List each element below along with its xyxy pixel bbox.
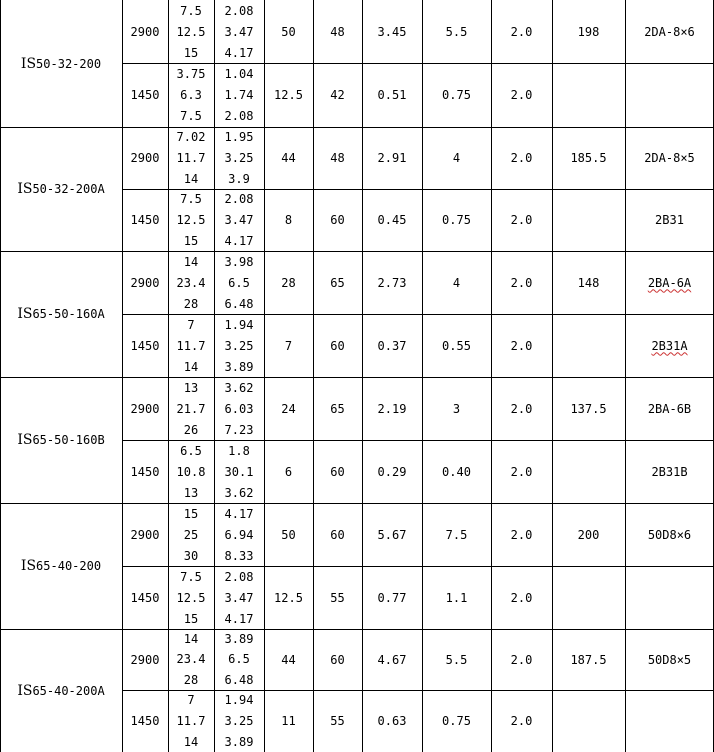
speed-cell-text: 1450 (130, 590, 160, 605)
flow-cell (168, 503, 214, 566)
flow-cell (168, 690, 214, 752)
efficiency-cell (313, 251, 362, 314)
efficiency-cell-text: 48 (330, 151, 345, 165)
shaft-power-cell-text: 0.51 (377, 88, 407, 102)
weight-cell-text: 148 (577, 275, 600, 290)
model-prefix: IS (17, 181, 33, 197)
motor-power-cell (422, 0, 491, 63)
model-cell (0, 251, 122, 377)
head-cell (264, 629, 313, 690)
efficiency-cell-text: 55 (330, 590, 345, 605)
head-cell-text: 50 (281, 527, 296, 542)
replacement-model-cell (625, 440, 714, 503)
head-cell (264, 189, 313, 251)
flow-cell-value: 15 (183, 233, 199, 248)
weight-cell-text: 187.5 (570, 652, 607, 667)
speed-cell-text: 1450 (130, 213, 160, 227)
replacement-model-cell (625, 690, 714, 752)
weight-cell-text: 185.5 (570, 151, 607, 165)
efficiency-cell-text: 42 (330, 88, 345, 102)
flow-cell-value: 14 (183, 359, 199, 374)
flow-ls-cell-value: 3.62 (224, 380, 254, 395)
motor-power-cell (422, 314, 491, 377)
model-number: 65-50-160B (32, 433, 105, 447)
efficiency-cell (313, 440, 362, 503)
flow-cell-value: 28 (183, 296, 199, 311)
shaft-power-cell-text: 3.45 (377, 24, 407, 39)
efficiency-cell-text: 60 (330, 338, 345, 353)
replacement-model-cell (625, 377, 714, 440)
head-cell-text: 8 (284, 213, 293, 227)
replacement-model-cell (625, 251, 714, 314)
motor-power-cell-text: 5.5 (445, 24, 468, 39)
shaft-power-cell (362, 629, 422, 690)
motor-power-cell-text: 4 (452, 275, 461, 290)
speed-cell-text: 2900 (130, 275, 160, 290)
shaft-power-cell (362, 189, 422, 251)
replacement-model-cell-text: 2DA-8×6 (644, 24, 695, 39)
flow-ls-cell-value: 8.33 (224, 548, 254, 563)
flow-ls-cell-value: 4.17 (224, 233, 254, 248)
replacement-model-cell-text: 2B31 (655, 213, 684, 227)
shaft-power-cell (362, 127, 422, 189)
npsh-cell (491, 127, 552, 189)
npsh-cell-text: 2.0 (510, 401, 533, 416)
flow-ls-cell-value: 1.94 (224, 693, 254, 708)
head-cell (264, 377, 313, 440)
motor-power-cell (422, 127, 491, 189)
flow-cell (168, 377, 214, 440)
head-cell (264, 566, 313, 629)
weight-cell (552, 251, 625, 314)
speed-cell (122, 251, 168, 314)
head-cell (264, 314, 313, 377)
flow-ls-cell-value: 3.62 (224, 485, 254, 500)
head-cell (264, 127, 313, 189)
head-cell (264, 251, 313, 314)
flow-cell-value: 15 (183, 45, 199, 60)
flow-ls-cell-value: 3.47 (224, 24, 254, 39)
weight-cell (552, 503, 625, 566)
flow-ls-cell (214, 566, 264, 629)
replacement-model-cell (625, 503, 714, 566)
head-cell-text: 44 (281, 652, 296, 667)
efficiency-cell-text: 60 (330, 464, 345, 479)
efficiency-cell (313, 0, 362, 63)
motor-power-cell (422, 251, 491, 314)
flow-ls-cell (214, 63, 264, 127)
flow-cell (168, 63, 214, 127)
flow-cell-value: 12.5 (176, 212, 206, 227)
flow-cell-value: 15 (183, 611, 199, 626)
motor-power-cell (422, 377, 491, 440)
shaft-power-cell (362, 63, 422, 127)
flow-ls-cell-value: 2.08 (224, 192, 254, 207)
speed-cell-text: 1450 (130, 338, 160, 353)
flow-ls-cell-value: 3.25 (224, 338, 254, 353)
flow-cell-value: 21.7 (176, 401, 206, 416)
head-cell (264, 0, 313, 63)
replacement-model-cell (625, 629, 714, 690)
motor-power-cell (422, 503, 491, 566)
flow-cell-value: 11.7 (176, 338, 206, 353)
shaft-power-cell (362, 503, 422, 566)
weight-cell (552, 566, 625, 629)
model-number: 65-50-160A (32, 307, 105, 321)
motor-power-cell (422, 63, 491, 127)
npsh-cell (491, 251, 552, 314)
weight-cell-text: 137.5 (570, 401, 607, 416)
flow-ls-cell-value: 3.47 (224, 212, 254, 227)
motor-power-cell-text: 1.1 (445, 590, 468, 605)
flow-ls-cell-value: 4.17 (224, 45, 254, 60)
speed-cell (122, 63, 168, 127)
head-cell (264, 440, 313, 503)
efficiency-cell-text: 60 (330, 527, 345, 542)
speed-cell (122, 690, 168, 752)
npsh-cell (491, 314, 552, 377)
flow-ls-cell-value: 4.17 (224, 506, 254, 521)
npsh-cell (491, 63, 552, 127)
flow-cell (168, 0, 214, 63)
flow-cell-value: 3.75 (176, 66, 206, 81)
weight-cell (552, 189, 625, 251)
head-cell-text: 11 (281, 714, 296, 728)
efficiency-cell (313, 127, 362, 189)
npsh-cell (491, 440, 552, 503)
flow-cell-value: 15 (183, 506, 199, 521)
flow-ls-cell-value: 2.08 (224, 109, 254, 124)
motor-power-cell-text: 7.5 (445, 527, 468, 542)
head-cell-text: 6 (284, 464, 293, 479)
flow-ls-cell-value: 1.8 (228, 443, 250, 458)
flow-cell-value: 12.5 (176, 590, 206, 605)
flow-ls-cell-value: 3.25 (224, 713, 254, 728)
head-cell (264, 503, 313, 566)
flow-cell-value: 30 (183, 548, 199, 563)
model-prefix: IS (20, 558, 37, 574)
motor-power-cell (422, 440, 491, 503)
replacement-model-cell (625, 63, 714, 127)
flow-cell-value: 7.02 (176, 130, 206, 145)
motor-power-cell-text: 0.40 (442, 464, 471, 479)
head-cell-text: 12.5 (274, 590, 303, 605)
model-number: 65-40-200A (32, 683, 105, 698)
shaft-power-cell (362, 440, 422, 503)
flow-ls-cell-value: 6.48 (224, 296, 254, 311)
flow-cell (168, 127, 214, 189)
efficiency-cell (313, 566, 362, 629)
replacement-model-cell (625, 127, 714, 189)
weight-cell (552, 314, 625, 377)
flow-ls-cell (214, 0, 264, 63)
efficiency-cell (313, 629, 362, 690)
shaft-power-cell-text: 0.45 (377, 213, 407, 227)
speed-cell-text: 2900 (130, 652, 160, 667)
speed-cell-text: 2900 (130, 401, 160, 416)
flow-ls-cell-value: 1.94 (224, 317, 254, 332)
flow-ls-cell (214, 440, 264, 503)
shaft-power-cell-text: 0.77 (377, 590, 407, 605)
speed-cell-text: 2900 (130, 151, 160, 165)
speed-cell-text: 1450 (130, 88, 160, 102)
replacement-model-cell-text: 50D8×5 (647, 652, 692, 667)
flow-cell-value: 14 (183, 254, 199, 269)
npsh-cell-text: 2.0 (510, 24, 533, 39)
flow-cell (168, 566, 214, 629)
flow-ls-cell-value: 3.89 (224, 734, 254, 749)
shaft-power-cell (362, 0, 422, 63)
head-cell-text: 7 (284, 338, 293, 353)
flow-ls-cell-value: 6.03 (224, 401, 254, 416)
model-number: 50-32-200 (36, 56, 102, 71)
npsh-cell (491, 690, 552, 752)
model-number: 65-40-200 (36, 559, 102, 573)
motor-power-cell (422, 629, 491, 690)
flow-ls-cell-value: 3.98 (224, 254, 254, 269)
model-prefix: IS (17, 432, 33, 448)
speed-cell (122, 629, 168, 690)
motor-power-cell-text: 0.75 (442, 213, 471, 227)
npsh-cell-text: 2.0 (510, 275, 533, 290)
flow-cell-value: 26 (183, 422, 199, 437)
efficiency-cell-text: 60 (330, 652, 345, 667)
model-cell (0, 629, 122, 752)
flow-cell-value: 11.7 (176, 150, 206, 165)
npsh-cell-text: 2.0 (510, 714, 533, 728)
flow-cell-value: 23.4 (176, 652, 206, 667)
head-cell-text: 24 (281, 401, 296, 416)
flow-cell-value: 13 (183, 485, 199, 500)
head-cell-text: 28 (281, 275, 296, 290)
npsh-cell-text: 2.0 (510, 527, 533, 542)
efficiency-cell (313, 377, 362, 440)
npsh-cell-text: 2.0 (510, 464, 533, 479)
flow-ls-cell-value: 7.23 (224, 422, 254, 437)
replacement-model-cell-text: 2B31A (651, 338, 688, 353)
model-cell (0, 503, 122, 629)
npsh-cell-text: 2.0 (510, 151, 533, 165)
motor-power-cell-text: 0.55 (442, 338, 471, 353)
shaft-power-cell (362, 251, 422, 314)
replacement-model-cell (625, 189, 714, 251)
motor-power-cell-text: 4 (452, 151, 461, 165)
model-prefix: IS (20, 55, 37, 72)
speed-cell (122, 440, 168, 503)
weight-cell (552, 0, 625, 63)
efficiency-cell-text: 48 (330, 24, 345, 39)
weight-cell-text: 200 (577, 527, 600, 542)
motor-power-cell-text: 5.5 (445, 652, 468, 667)
speed-cell (122, 503, 168, 566)
replacement-model-cell-text: 2B31B (651, 464, 688, 479)
flow-ls-cell (214, 251, 264, 314)
model-cell (0, 0, 122, 127)
flow-ls-cell-value: 3.89 (224, 632, 254, 647)
flow-cell-value: 28 (183, 672, 199, 687)
flow-ls-cell-value: 6.48 (224, 672, 254, 687)
weight-cell-text: 198 (577, 24, 600, 39)
motor-power-cell-text: 0.75 (442, 88, 471, 102)
flow-ls-cell (214, 189, 264, 251)
shaft-power-cell (362, 690, 422, 752)
flow-ls-cell-value: 1.74 (224, 87, 254, 102)
flow-ls-cell-value: 2.08 (224, 569, 254, 584)
shaft-power-cell-text: 2.19 (377, 401, 407, 416)
weight-cell (552, 629, 625, 690)
flow-cell (168, 189, 214, 251)
npsh-cell-text: 2.0 (510, 590, 533, 605)
shaft-power-cell-text: 4.67 (377, 652, 407, 667)
flow-cell-value: 7 (187, 693, 195, 708)
speed-cell-text: 1450 (130, 714, 160, 728)
flow-cell-value: 14 (183, 734, 199, 749)
flow-cell-value: 7 (187, 317, 195, 332)
flow-cell-value: 11.7 (176, 713, 206, 728)
replacement-model-cell (625, 566, 714, 629)
flow-ls-cell-value: 3.25 (224, 150, 254, 165)
replacement-model-cell (625, 0, 714, 63)
shaft-power-cell (362, 377, 422, 440)
efficiency-cell (313, 314, 362, 377)
efficiency-cell-text: 65 (330, 401, 345, 416)
weight-cell (552, 377, 625, 440)
speed-cell (122, 377, 168, 440)
motor-power-cell (422, 690, 491, 752)
shaft-power-cell (362, 566, 422, 629)
model-prefix: IS (17, 306, 33, 322)
head-cell (264, 690, 313, 752)
flow-cell-value: 7.5 (180, 109, 202, 124)
efficiency-cell (313, 503, 362, 566)
head-cell-text: 44 (281, 151, 296, 165)
flow-cell-value: 12.5 (176, 24, 206, 39)
weight-cell (552, 440, 625, 503)
flow-cell-value: 7.5 (180, 569, 202, 584)
efficiency-cell (313, 63, 362, 127)
flow-ls-cell-value: 4.17 (224, 611, 254, 626)
replacement-model-cell (625, 314, 714, 377)
flow-cell-value: 6.5 (180, 443, 202, 458)
flow-ls-cell (214, 377, 264, 440)
efficiency-cell-text: 55 (330, 714, 345, 728)
speed-cell (122, 127, 168, 189)
model-cell (0, 377, 122, 503)
speed-cell (122, 314, 168, 377)
npsh-cell-text: 2.0 (510, 652, 533, 667)
flow-ls-cell-value: 6.5 (228, 275, 250, 290)
weight-cell (552, 63, 625, 127)
replacement-model-cell-text: 2BA-6B (647, 401, 692, 416)
flow-cell-value: 6.3 (180, 87, 202, 102)
npsh-cell (491, 566, 552, 629)
model-prefix: IS (17, 682, 33, 699)
replacement-model-cell-text: 50D8×6 (647, 527, 692, 542)
shaft-power-cell-text: 5.67 (377, 527, 407, 542)
flow-ls-cell (214, 314, 264, 377)
speed-cell-text: 2900 (130, 527, 160, 542)
flow-ls-cell-value: 3.47 (224, 590, 254, 605)
speed-cell (122, 0, 168, 63)
npsh-cell-text: 2.0 (510, 213, 533, 227)
flow-ls-cell (214, 127, 264, 189)
head-cell-text: 50 (281, 24, 296, 39)
efficiency-cell (313, 189, 362, 251)
shaft-power-cell-text: 0.29 (377, 464, 407, 479)
flow-ls-cell-value: 6.94 (224, 527, 254, 542)
npsh-cell (491, 503, 552, 566)
flow-cell (168, 314, 214, 377)
speed-cell (122, 566, 168, 629)
flow-cell (168, 440, 214, 503)
flow-ls-cell-value: 3.9 (228, 171, 250, 186)
flow-cell-value: 10.8 (176, 464, 206, 479)
npsh-cell (491, 0, 552, 63)
npsh-cell (491, 629, 552, 690)
shaft-power-cell-text: 0.37 (377, 338, 407, 353)
model-number: 50-32-200A (32, 182, 105, 196)
efficiency-cell (313, 690, 362, 752)
flow-cell (168, 629, 214, 690)
flow-ls-cell (214, 690, 264, 752)
motor-power-cell-text: 0.75 (442, 714, 471, 728)
flow-ls-cell (214, 503, 264, 566)
flow-ls-cell (214, 629, 264, 690)
shaft-power-cell-text: 2.91 (377, 151, 407, 165)
weight-cell (552, 127, 625, 189)
efficiency-cell-text: 60 (330, 213, 345, 227)
flow-cell-value: 7.5 (180, 192, 202, 207)
flow-ls-cell-value: 2.08 (224, 3, 254, 18)
npsh-cell (491, 377, 552, 440)
speed-cell-text: 1450 (130, 464, 160, 479)
motor-power-cell-text: 3 (452, 401, 461, 416)
flow-cell-value: 7.5 (180, 3, 202, 18)
npsh-cell-text: 2.0 (510, 88, 533, 102)
speed-cell-text: 2900 (130, 24, 160, 39)
head-cell (264, 63, 313, 127)
flow-cell-value: 25 (183, 527, 199, 542)
flow-ls-cell-value: 6.5 (228, 652, 250, 667)
npsh-cell-text: 2.0 (510, 338, 533, 353)
head-cell-text: 12.5 (274, 88, 303, 102)
flow-cell-value: 14 (183, 632, 199, 647)
replacement-model-cell-text: 2BA-6A (647, 275, 692, 290)
motor-power-cell (422, 189, 491, 251)
flow-ls-cell-value: 1.04 (224, 66, 254, 81)
flow-ls-cell-value: 30.1 (224, 464, 254, 479)
replacement-model-cell-text: 2DA-8×5 (644, 151, 695, 165)
speed-cell (122, 189, 168, 251)
motor-power-cell (422, 566, 491, 629)
efficiency-cell-text: 65 (330, 275, 345, 290)
shaft-power-cell-text: 0.63 (377, 714, 407, 728)
npsh-cell (491, 189, 552, 251)
shaft-power-cell-text: 2.73 (377, 275, 407, 290)
flow-cell-value: 14 (183, 171, 199, 186)
flow-ls-cell-value: 3.89 (224, 359, 254, 374)
flow-cell (168, 251, 214, 314)
shaft-power-cell (362, 314, 422, 377)
weight-cell (552, 690, 625, 752)
flow-cell-value: 23.4 (176, 275, 206, 290)
flow-ls-cell-value: 1.95 (224, 130, 254, 145)
model-cell (0, 127, 122, 251)
flow-cell-value: 13 (183, 380, 199, 395)
